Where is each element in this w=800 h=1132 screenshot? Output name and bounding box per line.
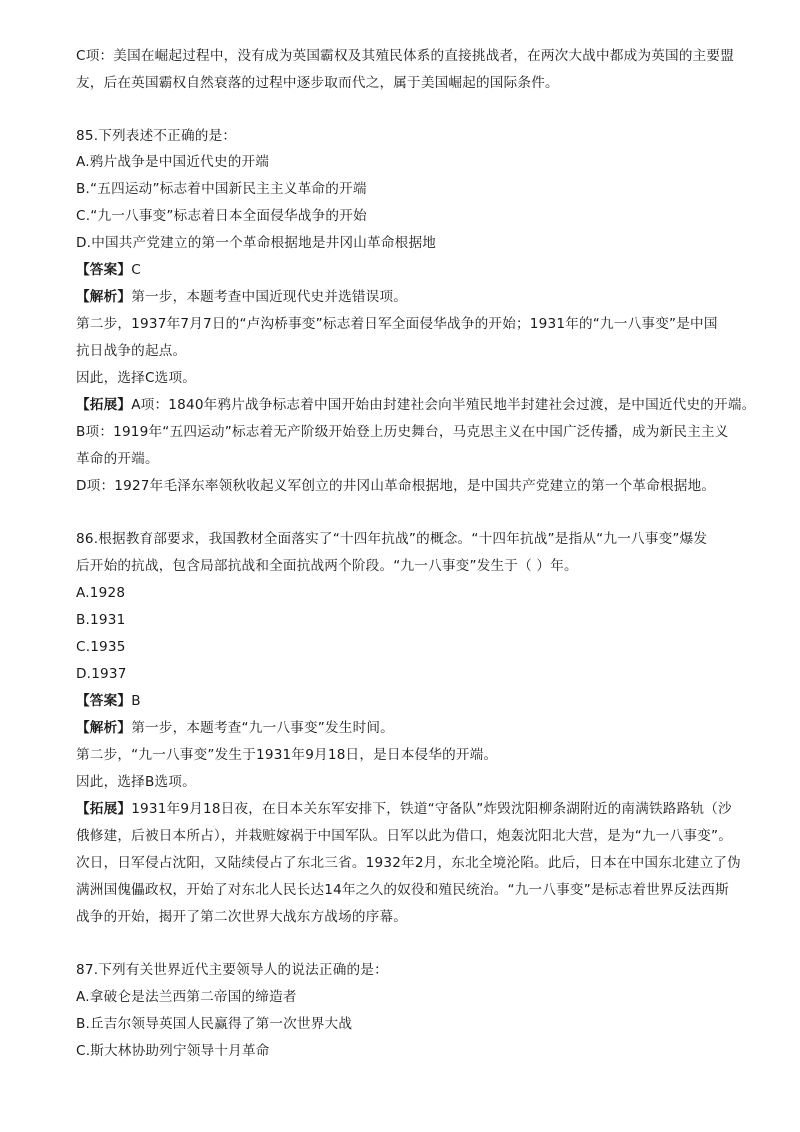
q86-option-d: D.1937 <box>76 666 127 682</box>
q85-analysis-conclusion: 因此，选择C选项。 <box>76 370 197 386</box>
q87-option-a: A.拿破仑是法兰西第二帝国的缔造者 <box>76 989 297 1005</box>
q85-analysis-step2-cont: 抗日战争的起点。 <box>76 343 187 359</box>
c-item-explanation-cont: 友，后在英国霸权自然衰落的过程中逐步取而代之，属于美国崛起的国际条件。 <box>76 75 559 91</box>
q86-extension-l3: 次日，日军侵占沈阳，又陆续侵占了东北三省。1932年2月，东北全境沦陷。此后，日本在中国东北建立了伪 <box>76 855 741 871</box>
extension-tag: 【拓展】 <box>76 801 132 817</box>
q85-extension-d: D项：1927年毛泽东率领秋收起义军创立的井冈山革命根据地，是中国共产党建立的第一个革命根据地。 <box>76 478 716 494</box>
q86-stem-cont: 后开始的抗战，包含局部抗战和全面抗战两个阶段。“九一八事变”发生于（ ）年。 <box>76 558 578 574</box>
q85-extension <box>76 395 766 415</box>
q86-stem: 86.根据教育部要求，我国教材全面落实了“十四年抗战”的概念。“十四年抗战”是指从“九一八事变”爆发 <box>76 531 708 547</box>
q85-answer <box>76 260 766 280</box>
c-item-explanation: C项：美国在崛起过程中，没有成为英国霸权及其殖民体系的直接挑战者，在两次大战中都成为英国的主要盟 <box>76 48 734 64</box>
extension-text: 1931年9月18日夜，在日本关东军安排下，铁道“守备队”炸毁沈阳柳条湖附近的南满铁路路轨（沙 <box>131 801 732 817</box>
answer-tag: 【答案】 <box>76 262 132 278</box>
q86-analysis-step2: 第二步，“九一八事变”发生于1931年9月18日，是日本侵华的开端。 <box>76 747 498 763</box>
analysis-tag: 【解析】 <box>76 289 132 305</box>
extension-text: A项：1840年鸦片战争标志着中国开始由封建社会向半殖民地半封建社会过渡，是中国近代史的开端。 <box>131 397 756 413</box>
q86-option-a: A.1928 <box>76 585 126 601</box>
q85-option-a: A.鸦片战争是中国近代史的开端 <box>76 154 270 170</box>
q86-analysis-conclusion: 因此，选择B选项。 <box>76 774 196 790</box>
q86-answer <box>76 691 766 711</box>
q86-option-b: B.1931 <box>76 612 126 628</box>
q85-analysis-step2: 第二步，1937年7月7日的“卢沟桥事变”标志着日军全面侵华战争的开始；1931年的“九一八事变”是中国 <box>76 316 718 332</box>
q87-option-b: B.丘吉尔领导英国人民赢得了第一次世界大战 <box>76 1016 353 1032</box>
answer-value: C <box>131 262 141 278</box>
answer-value: B <box>131 693 141 709</box>
q86-extension-l4: 满洲国傀儡政权，开始了对东北人民长达14年之久的奴役和殖民统治。“九一八事变”是标志着世界反法西斯 <box>76 882 729 898</box>
q86-analysis <box>76 718 766 738</box>
q85-option-d: D.中国共产党建立的第一个革命根据地是井冈山革命根据地 <box>76 235 437 251</box>
q87-option-c: C.斯大林协助列宁领导十月革命 <box>76 1043 270 1059</box>
analysis-tag: 【解析】 <box>76 720 132 736</box>
answer-tag: 【答案】 <box>76 693 132 709</box>
q85-option-c: C.“九一八事变”标志着日本全面侵华战争的开始 <box>76 208 367 224</box>
analysis-text: 第一步，本题考查中国近现代史并选错误项。 <box>131 289 408 305</box>
extension-tag: 【拓展】 <box>76 397 132 413</box>
q86-extension-l5: 战争的开始，揭开了第二次世界大战东方战场的序幕。 <box>76 909 408 925</box>
q85-extension-b-cont: 革命的开端。 <box>76 451 159 467</box>
q85-analysis <box>76 287 766 307</box>
q85-option-b: B.“五四运动”标志着中国新民主主义革命的开端 <box>76 181 367 197</box>
q87-stem: 87.下列有关世界近代主要领导人的说法正确的是： <box>76 962 388 978</box>
q86-extension-l2: 俄修建，后被日本所占），并栽赃嫁祸于中国军队。日军以此为借口，炮轰沈阳北大营，是为“九一八事变”。 <box>76 828 732 844</box>
analysis-text: 第一步，本题考查“九一八事变”发生时间。 <box>131 720 394 736</box>
q86-extension <box>76 799 766 819</box>
q86-option-c: C.1935 <box>76 639 126 655</box>
q85-extension-b: B项：1919年“五四运动”标志着无产阶级开始登上历史舞台，马克思主义在中国广泛传播，成为新民主主义 <box>76 424 729 440</box>
q85-stem: 85.下列表述不正确的是： <box>76 128 237 144</box>
